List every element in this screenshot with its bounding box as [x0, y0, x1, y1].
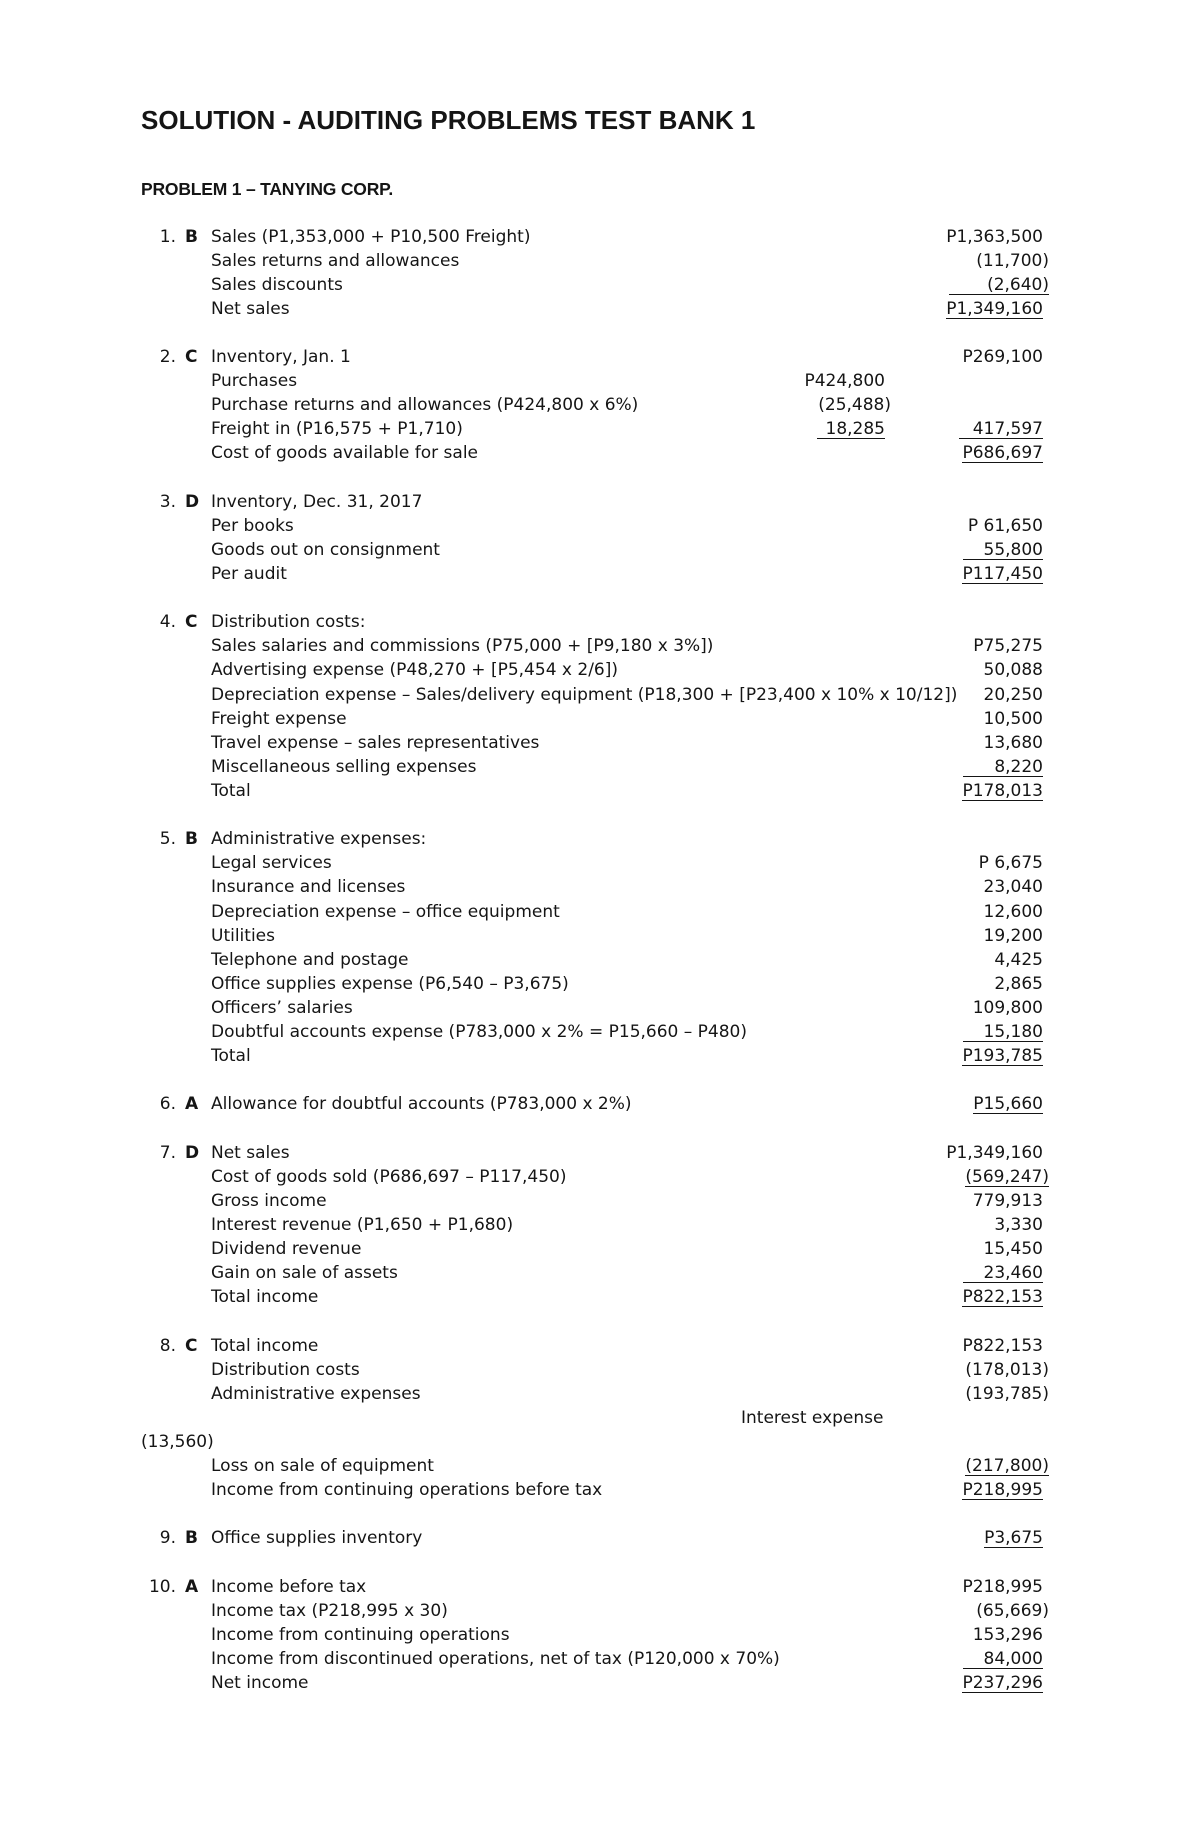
answer-4-line-6 [0, 731, 1200, 755]
answer-10-line-3 [0, 1623, 1200, 1647]
answer-choice: B [185, 226, 198, 247]
answer-number: 3. [159, 491, 176, 512]
answer-5-line-8 [0, 996, 1200, 1020]
line-label: Depreciation expense – office equipment [211, 901, 560, 922]
line-label: Insurance and licenses [211, 877, 406, 898]
answer-8-line-2 [0, 1358, 1200, 1382]
answer-4-line-4 [0, 683, 1200, 707]
right-amount: 2,865 [994, 973, 1043, 994]
right-amount: P1,349,160 [946, 1142, 1043, 1163]
answer-1-line-1 [0, 225, 1200, 249]
right-amount: 109,800 [972, 998, 1043, 1018]
line-label: Travel expense – sales representatives [211, 732, 540, 753]
answer-5-line-1 [0, 827, 1200, 851]
answer-5-line-9 [0, 1020, 1200, 1044]
line-label: Total income [211, 1335, 319, 1356]
line-label: Cost of goods available for sale [211, 443, 479, 464]
answer-number: 6. [159, 1094, 176, 1115]
line-label: Income before tax [211, 1576, 367, 1597]
right-amount: 15,450 [983, 1239, 1043, 1260]
right-amount: 8,220 [963, 758, 1043, 777]
right-amount: 55,800 [963, 541, 1043, 560]
right-amount: 50,088 [983, 660, 1043, 681]
answer-3-line-4 [0, 562, 1200, 586]
line-label: Dividend revenue [211, 1239, 362, 1260]
answer-10-line-1 [0, 1575, 1200, 1599]
right-amount: P822,153 [962, 1335, 1043, 1356]
answer-5-line-6 [0, 948, 1200, 972]
answer-list [0, 225, 1200, 1720]
wrapped-amount: (13,560) [141, 1431, 214, 1452]
right-amount: 417,597 [959, 420, 1043, 439]
line-label: Legal services [211, 853, 332, 874]
answer-choice: D [185, 491, 200, 512]
answer-7-line-4 [0, 1213, 1200, 1237]
answer-number: 10. [148, 1576, 176, 1597]
answer-choice: C [185, 347, 198, 368]
answer-8-line-6 [0, 1478, 1200, 1502]
right-amount: P1,363,500 [946, 226, 1043, 247]
middle-amount: (25,488) [818, 395, 891, 416]
answer-7 [0, 1141, 1200, 1310]
line-label: Loss on sale of equipment [211, 1456, 434, 1477]
right-amount: 15,180 [963, 1023, 1043, 1042]
answer-5-line-7 [0, 972, 1200, 996]
answer-7-line-2 [0, 1165, 1200, 1189]
line-label: Total income [211, 1287, 319, 1308]
answer-10 [0, 1575, 1200, 1696]
answer-8-line-1 [0, 1334, 1200, 1358]
line-label: Total [211, 781, 251, 802]
right-amount: 13,680 [983, 732, 1043, 753]
line-label: Inventory, Jan. 1 [211, 347, 351, 368]
right-amount: (11,700) [976, 250, 1049, 271]
answer-7-line-3 [0, 1189, 1200, 1213]
answer-3-line-1 [0, 490, 1200, 514]
right-amount: P193,785 [962, 1046, 1043, 1067]
answer-5-line-4 [0, 900, 1200, 924]
answer-4 [0, 610, 1200, 803]
right-amount: (569,247) [965, 1166, 1049, 1187]
answer-choice: A [185, 1094, 199, 1115]
right-amount: 779,913 [972, 1190, 1043, 1211]
line-label: Gross income [211, 1190, 327, 1211]
answer-9 [0, 1526, 1200, 1550]
right-amount: 4,425 [994, 949, 1043, 970]
line-label: Distribution costs: [211, 612, 366, 633]
answer-7-line-5 [0, 1237, 1200, 1261]
right-amount: (193,785) [965, 1383, 1049, 1404]
line-label: Interest expense [741, 1407, 884, 1428]
line-label: Net sales [211, 1142, 290, 1163]
answer-5-line-10 [0, 1044, 1200, 1068]
answer-10-line-4 [0, 1647, 1200, 1671]
answer-6-line-1 [0, 1092, 1200, 1116]
answer-number: 5. [159, 829, 176, 850]
answer-choice: C [185, 1335, 198, 1356]
answer-choice: B [185, 1528, 198, 1549]
answer-4-line-1 [0, 610, 1200, 634]
line-label: Freight in (P16,575 + P1,710) [211, 419, 463, 440]
line-label: Income tax (P218,995 x 30) [211, 1600, 448, 1621]
answer-2-line-5 [0, 441, 1200, 465]
answer-8-line-4 [0, 1406, 1200, 1430]
answer-7-line-7 [0, 1285, 1200, 1309]
line-label: Sales salaries and commissions (P75,000 + [P9,180 x 3%]) [211, 636, 714, 657]
line-label: Net income [211, 1673, 309, 1694]
answer-number: 7. [159, 1142, 176, 1163]
line-label: Officers’ salaries [211, 998, 353, 1018]
answer-4-line-8 [0, 779, 1200, 803]
right-amount: P218,995 [962, 1576, 1043, 1597]
right-amount: 153,296 [972, 1624, 1043, 1645]
line-label: Gain on sale of assets [211, 1263, 398, 1284]
line-label: Office supplies expense (P6,540 – P3,675) [211, 973, 569, 994]
middle-amount: 18,285 [817, 420, 885, 439]
right-amount: 19,200 [983, 925, 1043, 946]
answer-number: 2. [159, 347, 176, 368]
answer-3-line-2 [0, 514, 1200, 538]
line-label: Doubtful accounts expense (P783,000 x 2% = P15,660 – P480) [211, 1022, 748, 1043]
answer-number: 4. [159, 612, 176, 633]
line-label: Distribution costs [211, 1359, 360, 1380]
answer-1-line-2 [0, 249, 1200, 273]
right-amount: 10,500 [983, 708, 1043, 729]
answer-number: 9. [159, 1528, 176, 1549]
answer-4-line-5 [0, 707, 1200, 731]
answer-5-line-2 [0, 851, 1200, 875]
line-label: Purchase returns and allowances (P424,800 x 6%) [211, 395, 639, 416]
answer-2 [0, 345, 1200, 466]
line-label: Purchases [211, 371, 298, 392]
answer-10-line-5 [0, 1671, 1200, 1695]
answer-3 [0, 490, 1200, 586]
line-label: Income from discontinued operations, net of tax (P120,000 x 70%) [211, 1648, 780, 1669]
answer-5-line-5 [0, 924, 1200, 948]
right-amount: (65,669) [976, 1600, 1049, 1621]
line-label: Administrative expenses: [211, 829, 427, 850]
line-label: Miscellaneous selling expenses [211, 756, 477, 777]
line-label: Sales returns and allowances [211, 250, 460, 271]
answer-5-line-3 [0, 875, 1200, 899]
answer-1-line-3 [0, 273, 1200, 297]
line-label: Sales discounts [211, 274, 343, 295]
answer-9-line-1 [0, 1526, 1200, 1550]
answer-4-line-3 [0, 658, 1200, 682]
answer-7-line-1 [0, 1141, 1200, 1165]
answer-8-line-5 [0, 1454, 1200, 1478]
answer-2-line-2 [0, 369, 1200, 393]
right-amount: 3,330 [994, 1214, 1043, 1235]
line-label: Inventory, Dec. 31, 2017 [211, 491, 423, 512]
line-label: Depreciation expense – Sales/delivery equipment (P18,300 + [P23,400 x 10% x 10/12]) [211, 684, 958, 705]
answer-4-line-7 [0, 755, 1200, 779]
right-amount: 23,460 [963, 1264, 1043, 1283]
answer-8-line-3 [0, 1382, 1200, 1406]
answer-7-line-6 [0, 1261, 1200, 1285]
right-amount: 84,000 [963, 1650, 1043, 1669]
right-amount: P15,660 [973, 1094, 1043, 1115]
answer-2-line-4 [0, 417, 1200, 441]
right-amount: P117,450 [962, 564, 1043, 585]
problem-heading: PROBLEM 1 – TANYING CORP. [141, 179, 394, 199]
right-amount: P269,100 [962, 347, 1043, 368]
right-amount: P218,995 [962, 1480, 1043, 1501]
line-label: Net sales [211, 298, 290, 319]
line-label: Utilities [211, 925, 275, 946]
answer-6 [0, 1092, 1200, 1116]
line-label: Total [211, 1046, 251, 1067]
right-amount: P75,275 [973, 636, 1043, 657]
right-amount: 20,250 [983, 684, 1043, 705]
line-label: Advertising expense (P48,270 + [P5,454 x 2/6]) [211, 660, 618, 681]
answer-number: 8. [159, 1335, 176, 1356]
right-amount: 12,600 [983, 901, 1043, 922]
line-label: Income from continuing operations [211, 1624, 510, 1645]
right-amount: P 6,675 [978, 853, 1043, 874]
answer-choice: D [185, 1142, 200, 1163]
answer-number: 1. [159, 226, 176, 247]
line-label: Allowance for doubtful accounts (P783,000 x 2%) [211, 1094, 632, 1115]
line-label: Income from continuing operations before tax [211, 1480, 603, 1501]
answer-choice: B [185, 829, 198, 850]
line-label: Telephone and postage [211, 949, 409, 970]
answer-choice: A [185, 1576, 199, 1597]
line-label: Sales (P1,353,000 + P10,500 Freight) [211, 226, 531, 247]
answer-8-line-4-wrapped-amount [0, 1430, 1200, 1454]
right-amount: (178,013) [965, 1359, 1049, 1380]
right-amount: P1,349,160 [946, 298, 1043, 319]
line-label: Per books [211, 515, 294, 536]
right-amount: P686,697 [962, 443, 1043, 464]
right-amount: (2,640) [949, 276, 1049, 295]
right-amount: P237,296 [962, 1673, 1043, 1694]
line-label: Goods out on consignment [211, 539, 440, 560]
line-label: Administrative expenses [211, 1383, 421, 1404]
answer-1 [0, 225, 1200, 321]
document-title: SOLUTION - AUDITING PROBLEMS TEST BANK 1 [141, 105, 756, 135]
answer-2-line-1 [0, 345, 1200, 369]
line-label: Cost of goods sold (P686,697 – P117,450) [211, 1166, 567, 1187]
answer-1-line-4 [0, 297, 1200, 321]
answer-5 [0, 827, 1200, 1068]
answer-8 [0, 1334, 1200, 1503]
line-label: Freight expense [211, 708, 347, 729]
line-label: Per audit [211, 564, 287, 585]
answer-choice: C [185, 612, 198, 633]
answer-4-line-2 [0, 634, 1200, 658]
right-amount: P 61,650 [967, 515, 1043, 536]
right-amount: P822,153 [962, 1287, 1043, 1308]
middle-amount: P424,800 [804, 371, 885, 392]
answer-10-line-2 [0, 1599, 1200, 1623]
right-amount: P3,675 [984, 1528, 1043, 1549]
right-amount: (217,800) [965, 1456, 1049, 1477]
right-amount: 23,040 [983, 877, 1043, 898]
line-label: Office supplies inventory [211, 1528, 423, 1549]
line-label: Interest revenue (P1,650 + P1,680) [211, 1214, 514, 1235]
answer-2-line-3 [0, 393, 1200, 417]
right-amount: P178,013 [962, 781, 1043, 802]
answer-3-line-3 [0, 538, 1200, 562]
